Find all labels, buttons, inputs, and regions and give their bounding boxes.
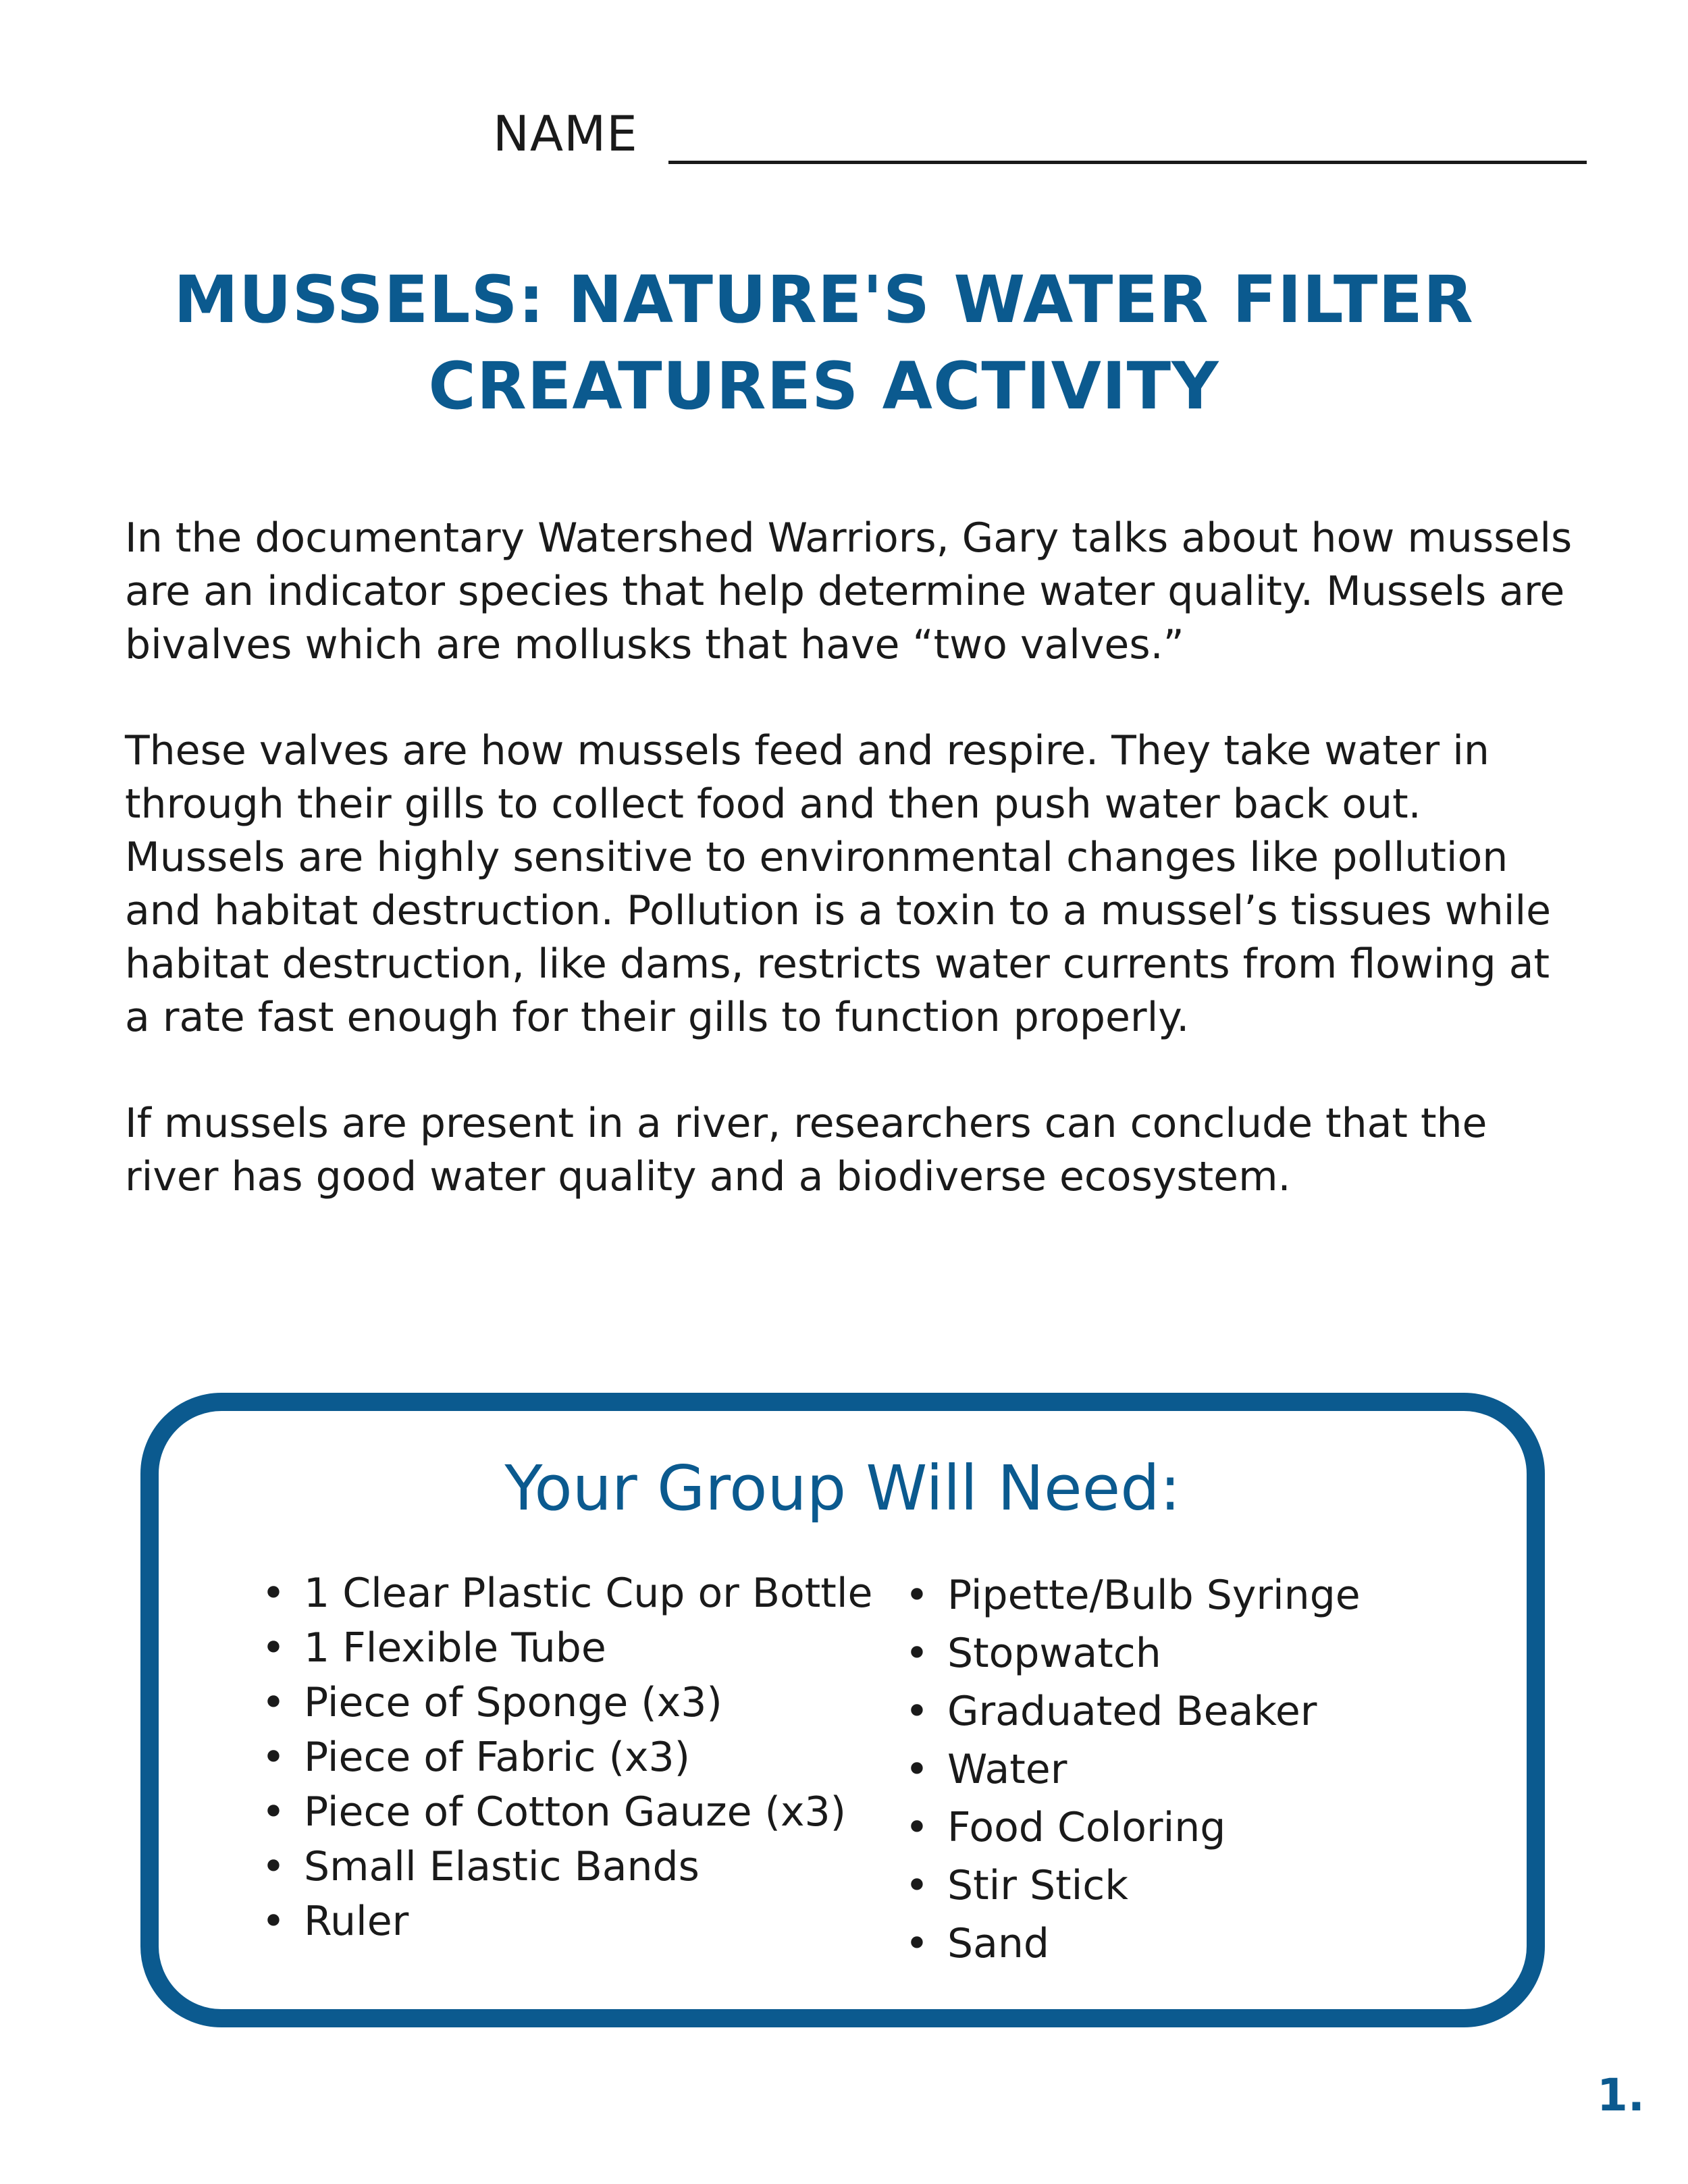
list-item: • Small Elastic Bands	[260, 1840, 901, 1894]
page-title	[122, 257, 1526, 429]
bullet-icon: •	[905, 1572, 929, 1619]
list-item: • Food Coloring	[903, 1799, 1457, 1857]
bullet-icon: •	[905, 1746, 929, 1793]
bullet-icon: •	[905, 1630, 929, 1677]
list-item: • Graduated Beaker	[903, 1682, 1457, 1740]
intro-paragraph-1: In the documentary Watershed Warriors, Gary talks about how mussels are an indicator species that help determine water quality. Mussels are bivalves which are mollusks that have “two valves.”	[125, 514, 1573, 668]
list-item: • Pipette/Bulb Syringe	[903, 1566, 1457, 1624]
intro-paragraph-2: These valves are how mussels feed and respire. They take water in through their gills to collect food and then push water back out. Mussels are highly sensitive to environmental changes like pollution and habitat destruction. Pollution is a toxin to a mussel’s tissues while habitat destruction, like dams, restricts water currents from flowing at a rate fast enough for their gills to function properly.	[125, 727, 1552, 1041]
intro-paragraph-3: If mussels are present in a river, researchers can conclude that the river has good water quality and a biodiverse ecosystem.	[125, 1100, 1487, 1200]
bullet-icon: •	[261, 1898, 286, 1945]
name-field	[493, 101, 1600, 169]
list-item: • Stopwatch	[903, 1624, 1457, 1682]
materials-list-right	[903, 1566, 1457, 1973]
intro-text	[125, 512, 1577, 1256]
list-item: • Piece of Fabric (x3)	[260, 1730, 901, 1785]
bullet-icon: •	[905, 1862, 929, 1909]
list-item: • Piece of Sponge (x3)	[260, 1676, 901, 1730]
list-item: • 1 Clear Plastic Cup or Bottle	[260, 1566, 901, 1621]
bullet-icon: •	[261, 1679, 286, 1726]
page-number: 1.	[1597, 2069, 1645, 2121]
bullet-icon: •	[261, 1788, 286, 1836]
materials-list-left	[260, 1566, 901, 1949]
bullet-icon: •	[905, 1688, 929, 1735]
materials-box	[140, 1393, 1545, 2027]
title-line-2: CREATURES ACTIVITY	[428, 348, 1219, 424]
bullet-icon: •	[261, 1570, 286, 1617]
list-item: • Water	[903, 1740, 1457, 1799]
list-item: • 1 Flexible Tube	[260, 1621, 901, 1676]
title-line-1: MUSSELS: NATURE'S WATER FILTER	[174, 262, 1474, 338]
list-item: • Ruler	[260, 1894, 901, 1949]
materials-title: Your Group Will Need:	[504, 1452, 1181, 1524]
bullet-icon: •	[905, 1920, 929, 1967]
list-item: • Piece of Cotton Gauze (x3)	[260, 1785, 901, 1840]
bullet-icon: •	[261, 1624, 286, 1672]
bullet-icon: •	[261, 1734, 286, 1781]
name-label: NAME	[493, 105, 638, 162]
bullet-icon: •	[905, 1804, 929, 1851]
name-blank-line[interactable]	[668, 161, 1587, 164]
bullet-icon: •	[261, 1843, 286, 1890]
list-item: • Sand	[903, 1915, 1457, 1973]
list-item: • Stir Stick	[903, 1857, 1457, 1915]
